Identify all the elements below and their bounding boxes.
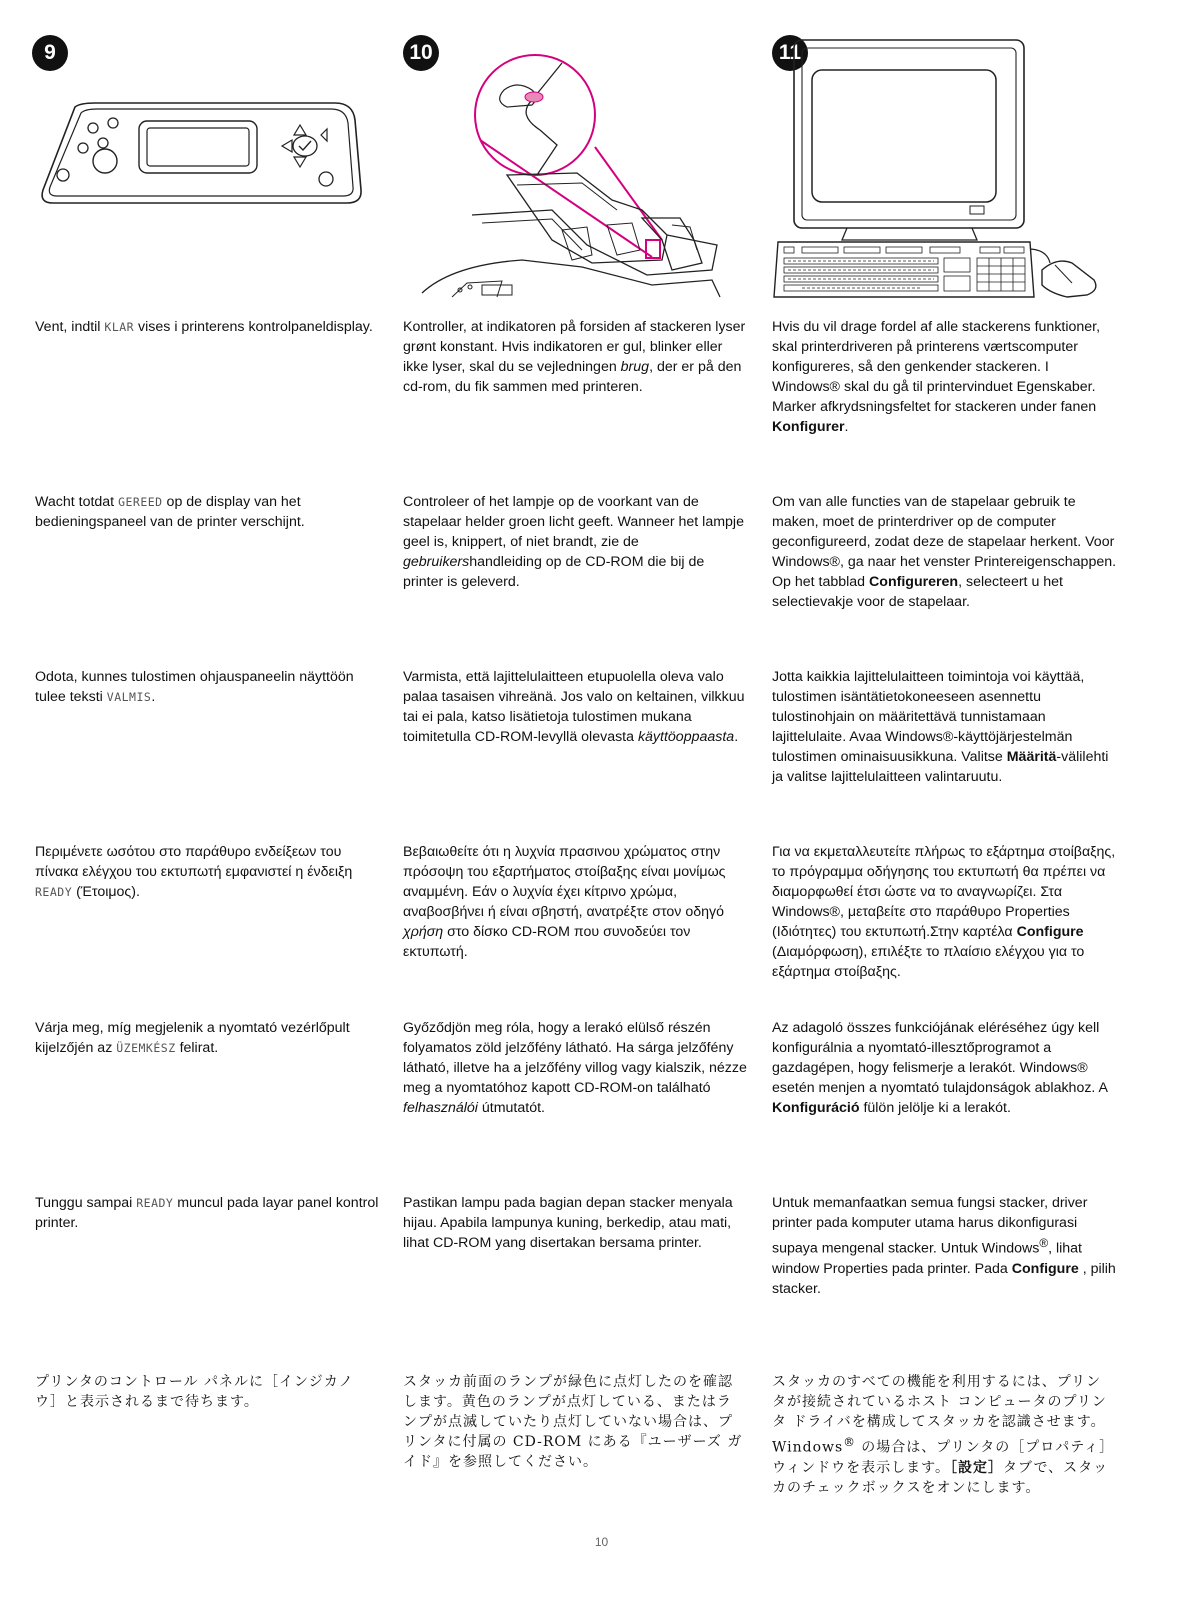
- step10-text-da: Kontroller, at indikatoren på forsiden af stackeren lyser grønt konstant. Hvis indikatoren er gul, blinker eller ikke lyser, skal du se vejledningen brug, der er på den cd-rom, du fik sammen med printeren.: [403, 319, 746, 395]
- step9-text-nl: Wacht totdat GEREED op de display van het bedieningspaneel van de printer verschijnt.: [35, 494, 305, 530]
- step10-text-fi: Varmista, että lajittelulaitteen etupuolella oleva valo palaa tasaisen vihreänä. Jos valo on keltainen, vilkkuu tai ei pala, katso lisätietoja tulostimen mukana toimitetulla CD-ROM-levyllä olevasta käyttöoppaasta.: [403, 669, 745, 745]
- step9-text-id: Tunggu sampai READY muncul pada layar panel kontrol printer.: [35, 1195, 379, 1231]
- step10-text-ja: スタッカ前面のランプが緑色に点灯したのを確認します。黄色のランプが点灯している、またはランプが点滅していたり点灯していない場合は、プリンタに付属の CD-ROM にある『ユーザーズ ガイド』を参照してください。: [403, 1374, 743, 1470]
- control-panel-illustration: [35, 95, 365, 210]
- step11-text-da: Hvis du vil drage fordel af alle stackerens funktioner, skal printerdriveren på printerens værtscomputer konfigureres, så den genkender stackeren. I Windows® skal du gå til printervinduet Egenskaber. Marker afkrydsningsfeltet for stackeren under fanen Konfigurer.: [772, 319, 1101, 435]
- display-message: GEREED: [118, 495, 163, 509]
- step9-text-ja: プリンタのコントロール パネルに［インジカノウ］と表示されるまで待ちます。: [35, 1374, 354, 1410]
- step9-text-da: Vent, indtil KLAR vises i printerens kontrolpaneldisplay.: [35, 319, 373, 335]
- page-number: 10: [594, 1535, 609, 1549]
- step9-text-el: Περιμένετε ωσότου στο παράθυρο ενδείξεων του πίνακα ελέγχου του εκτυπωτή εμφανιστεί η ένδειξη READY (Έτοιμος).: [35, 844, 353, 900]
- display-message: VALMIS: [106, 690, 152, 704]
- step10-text-hu: Győződjön meg róla, hogy a lerakó elülső részén folyamatos zöld jelzőfény látható. Ha sárga jelzőfény látható, illetve ha a jelzőfény villog vagy kialszik, nézze meg a nyomtatóhoz kapott CD-ROM-on található felhasználói útmutatót.: [403, 1020, 747, 1116]
- display-message: READY: [35, 885, 73, 899]
- step11-text-hu: Az adagoló összes funkciójának eléréséhez úgy kell konfigurálnia a nyomtató-illesztőprogramot a gazdagépen, hogy felismerje a lerakót. Windows® esetén menjen a nyomtató tulajdonságok ablakhoz. A Konfiguráció fülön jelölje ki a lerakót.: [772, 1020, 1108, 1116]
- step11-text-el: Για να εκμεταλλευτείτε πλήρως το εξάρτημα στοίβαξης, το πρόγραμμα οδήγησης του εκτυπωτή θα πρέπει να διαμορφωθεί έτσι ώστε να το αναγνωρίζει. Στα Windows®, μεταβείτε στο παράθυρο Properties (Ιδιότητες) του εκτυπωτή.Στην καρτέλα Configure (Διαμόρφωση), επιλέξτε το πλαίσιο ελέγχου για το εξάρτημα στοίβαξης.: [772, 844, 1116, 980]
- computer-illustration: [772, 35, 1102, 300]
- step11-text-id: Untuk memanfaatkan semua fungsi stacker, driver printer pada komputer utama harus dikonfigurasi supaya mengenal stacker. Untuk Windows®, lihat window Properties pada printer. Pada Configure , pilih stacker.: [772, 1195, 1116, 1297]
- step-number-9: 9: [32, 35, 68, 71]
- display-message: KLAR: [104, 320, 135, 334]
- step9-text-hu: Várja meg, míg megjelenik a nyomtató vezérlőpult kijelzőjén az ÜZEMKÉSZ felirat.: [35, 1020, 350, 1056]
- step11-text-fi: Jotta kaikkia lajittelulaitteen toimintoja voi käyttää, tulostimen isäntätietokoneeseen asennettu tulostinohjain on määritettävä tunnistamaan lajittelulaite. Avaa Windows®-käyttöjärjestelmän tulostimen ominaisuusikkuna. Valitse Määritä-välilehti ja valitse lajittelulaitteen valintaruutu.: [772, 669, 1109, 785]
- step-number-11: 11: [772, 35, 808, 71]
- display-message: READY: [136, 1196, 174, 1210]
- step11-text-ja: スタッカのすべての機能を利用するには、プリンタが接続されているホスト コンピュータのプリンタ ドライバを構成してスタッカを認識させます。Windows® の場合は、プリンタの［プロパティ］ウィンドウを表示します。［設定］タブで、スタッカのチェックボックスをオンにします。: [772, 1374, 1109, 1496]
- step-number-10: 10: [403, 35, 439, 71]
- step10-text-el: Βεβαιωθείτε ότι η λυχνία πρασινου χρώματος στην πρόσοψη του εξαρτήματος στοίβαξης είναι μονίμως αναμμένη. Εάν ο λυχνία έχει κίτρινο χρώμα, αναβοσβήνει ή είναι σβηστή, ανατρέξτε στον οδηγό χρήση στο δίσκο CD-ROM που συνοδεύει τον εκτυπωτή.: [403, 844, 726, 960]
- step10-text-nl: Controleer of het lampje op de voorkant van de stapelaar helder groen licht geeft. Wanneer het lampje geel is, knippert, of niet brandt, zie de gebruikershandleiding op de CD-ROM die bij de printer is geleverd.: [403, 494, 744, 590]
- step9-text-fi: Odota, kunnes tulostimen ohjauspaneelin näyttöön tulee teksti VALMIS.: [35, 669, 354, 705]
- display-message: ÜZEMKÉSZ: [116, 1041, 176, 1055]
- step10-text-id: Pastikan lampu pada bagian depan stacker menyala hijau. Apabila lampunya kuning, berkedip, atau mati, lihat CD-ROM yang disertakan bersama printer.: [403, 1195, 733, 1251]
- stacker-indicator-illustration: [412, 35, 732, 300]
- step11-text-nl: Om van alle functies van de stapelaar gebruik te maken, moet de printerdriver op de computer geconfigureerd, zodat deze de stapelaar herkent. Voor Windows®, ga naar het venster Printereigenschappen. Op het tabblad Configureren, selecteert u het selectievakje voor de stapelaar.: [772, 494, 1117, 610]
